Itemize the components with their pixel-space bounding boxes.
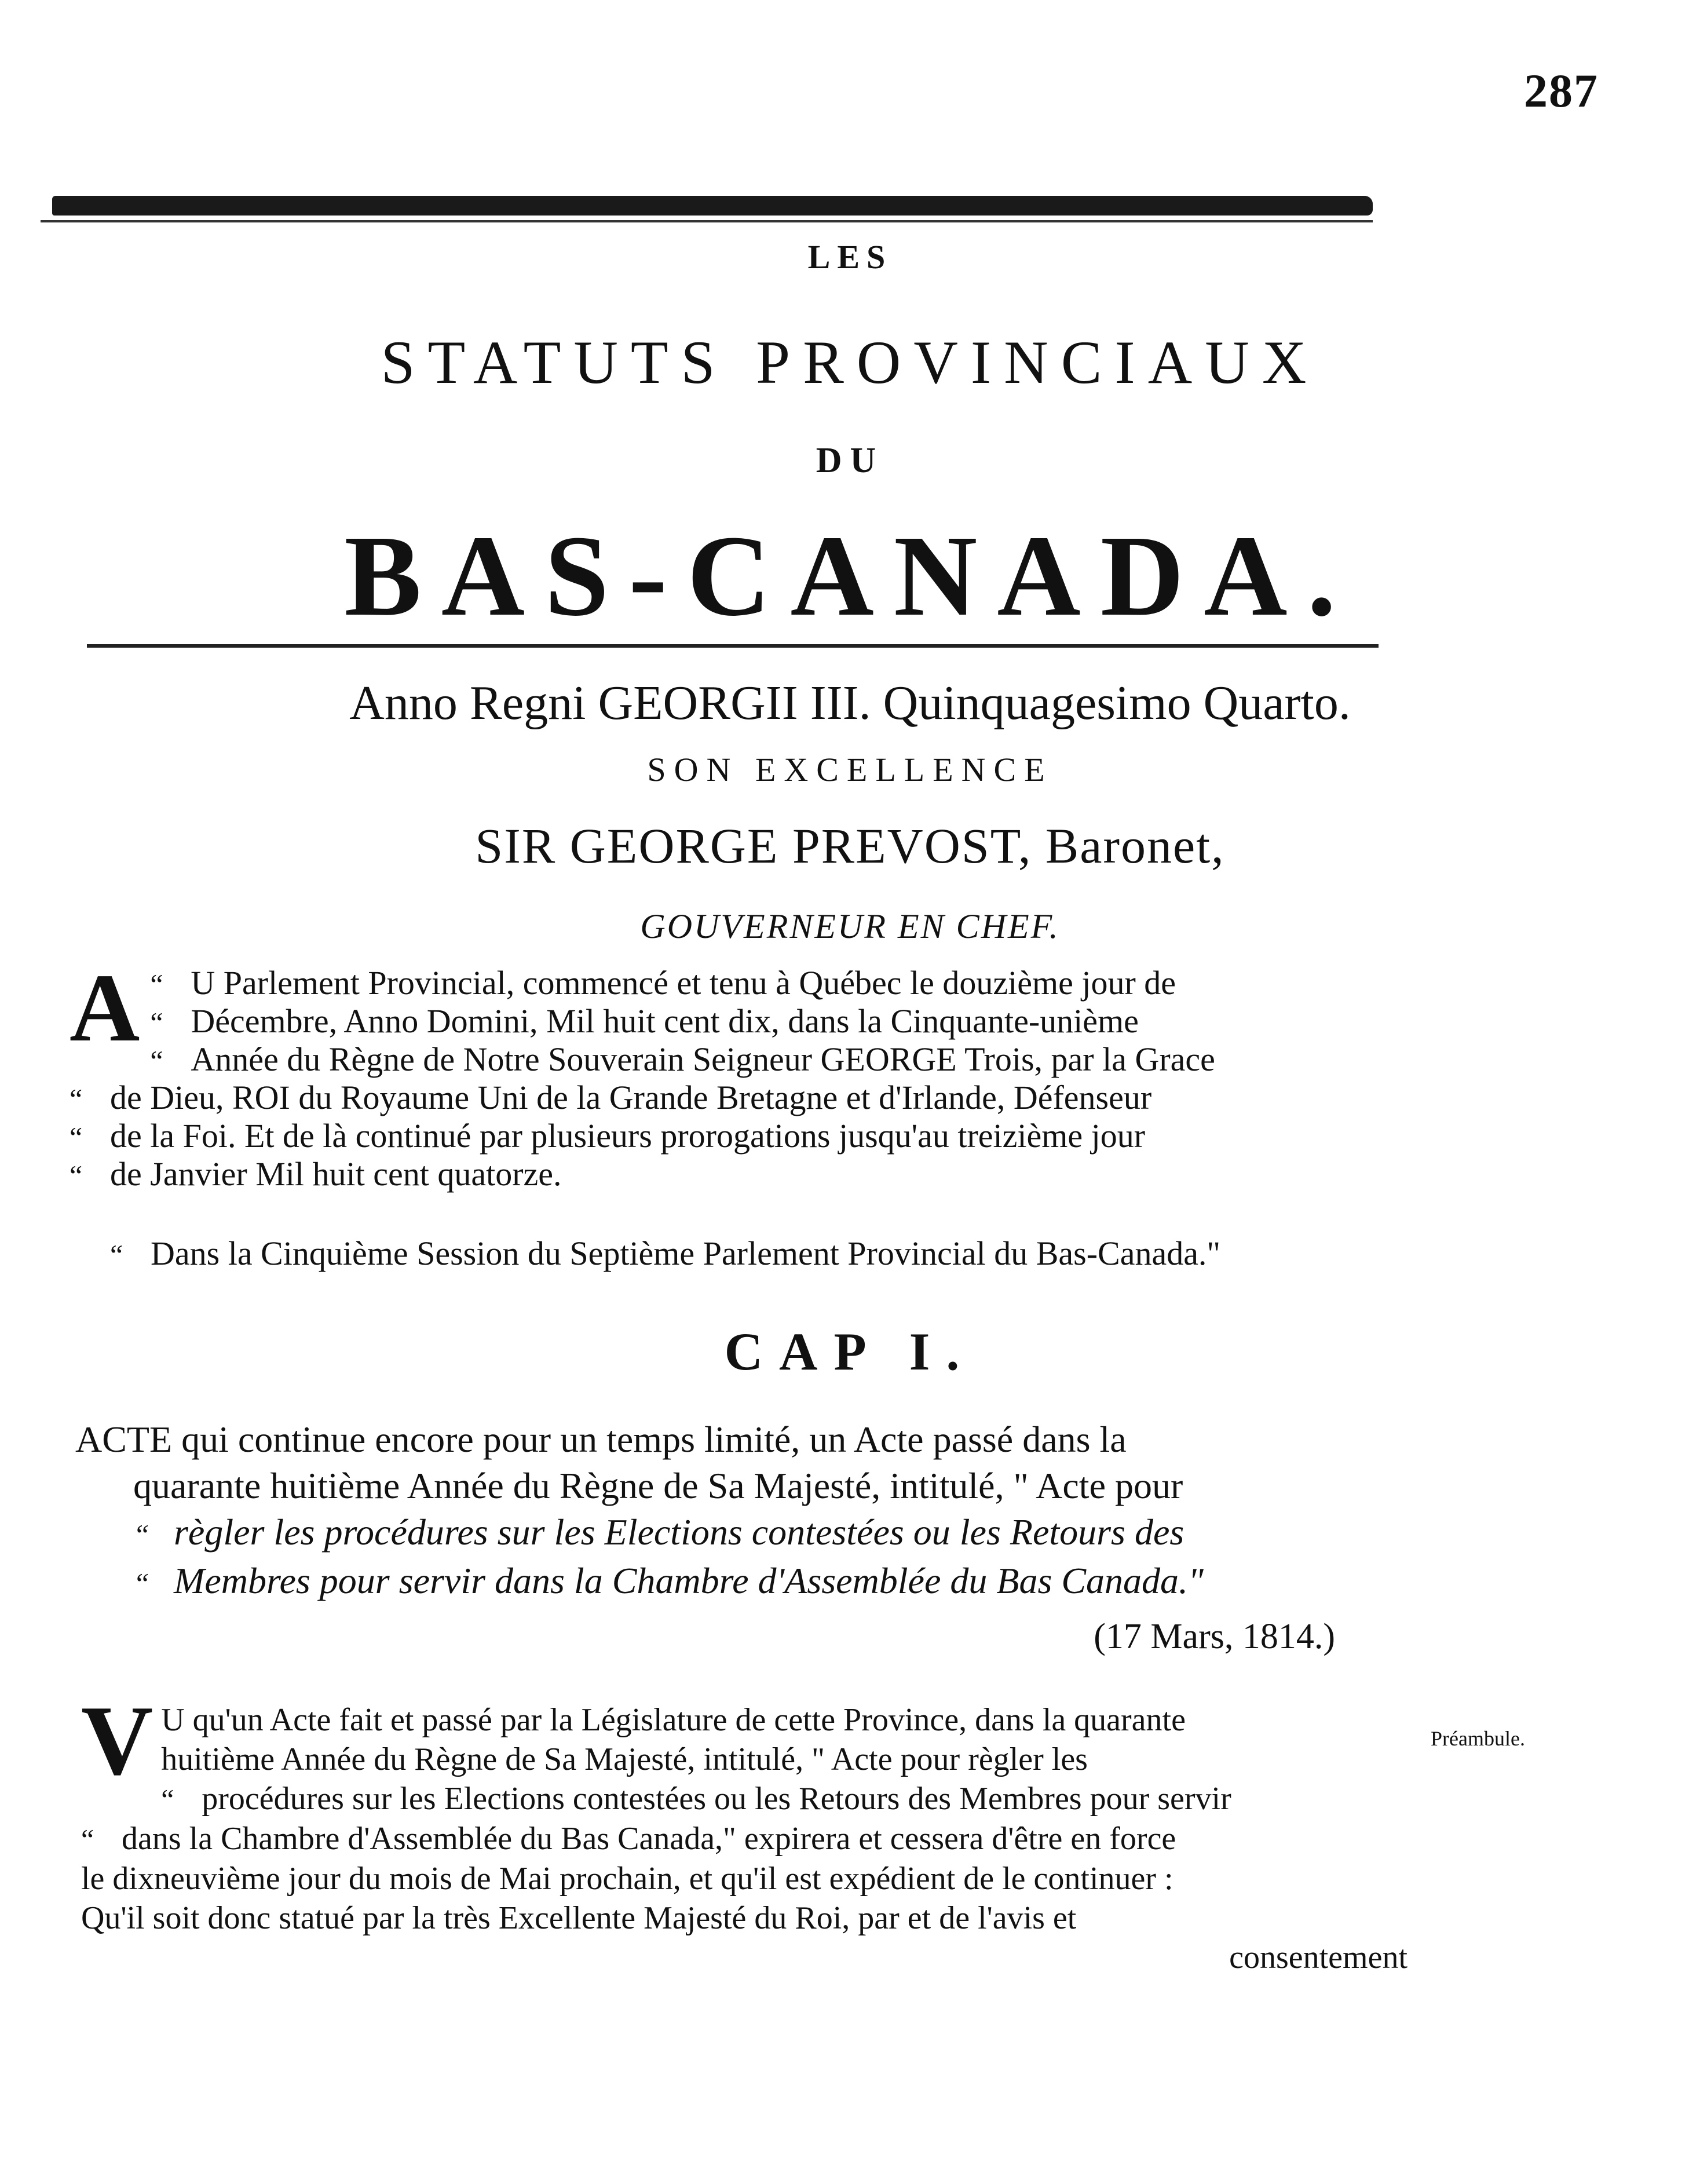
- governor-title: GOUVERNEUR EN CHEF.: [640, 907, 1060, 945]
- acte-line: quarante huitième Année du Règne de Sa Majesté, intitulé, " Acte pour: [133, 1465, 1183, 1506]
- title-du: DU: [816, 441, 884, 480]
- assent-date: (17 Mars, 1814.): [1094, 1617, 1335, 1656]
- acte-line-text: Membres pour servir dans la Chambre d'Assemblée du Bas Canada.": [174, 1560, 1204, 1601]
- preamble-line: “ de Dieu, ROI du Royaume Uni de la Grande Bretagne et d'Irlande, Défenseur: [70, 1079, 1152, 1116]
- preamble-line-text: de Janvier Mil huit cent quatorze.: [110, 1155, 562, 1193]
- title-region: BAS-CANADA.: [344, 512, 1356, 640]
- preamble-line: “ Décembre, Anno Domini, Mil huit cent dix, dans la Cinquante-unième: [150, 1002, 1139, 1040]
- catchword: consentement: [1229, 1940, 1407, 1975]
- governor-name: SIR GEORGE PREVOST, Baronet,: [475, 818, 1225, 874]
- session-text: Dans la Cinquième Session du Septième Parlement Provincial du Bas-Canada.": [151, 1235, 1221, 1272]
- preamble-line: “ de la Foi. Et de là continué par plusieurs prorogations jusqu'au treizième jour: [70, 1117, 1146, 1155]
- preamble-line-text: de Dieu, ROI du Royaume Uni de la Grande Bretagne et d'Irlande, Défenseur: [110, 1079, 1152, 1116]
- body-line: “ dans la Chambre d'Assemblée du Bas Canada," expirera et cessera d'être en force: [81, 1821, 1176, 1857]
- preamble-line: “ Année du Règne de Notre Souverain Seigneur GEORGE Trois, par la Grace: [150, 1040, 1215, 1078]
- title-statuts: STATUTS PROVINCIAUX: [381, 328, 1319, 396]
- body-line: “ procédures sur les Elections contestées ou les Retours des Membres pour servir: [161, 1781, 1231, 1817]
- preamble-paragraph: [70, 954, 1402, 1194]
- preamble-line-text: Année du Règne de Notre Souverain Seigneur GEORGE Trois, par la Grace: [191, 1040, 1215, 1078]
- top-rule-thin: [41, 220, 1373, 222]
- acte-line: “ règler les procédures sur les Elections contestées ou les Retours des: [133, 1511, 1184, 1553]
- body-line: U qu'un Acte fait et passé par la Législature de cette Province, dans la quarante: [161, 1702, 1186, 1738]
- preamble-line: “ U Parlement Provincial, commencé et tenu à Québec le douzième jour de: [150, 964, 1176, 1002]
- acte-title: [75, 1416, 1407, 1606]
- enacting-paragraph: [81, 1686, 1407, 1977]
- preamble-line-text: Décembre, Anno Domini, Mil huit cent dix, dans la Cinquante-unième: [191, 1002, 1139, 1040]
- body-line: le dixneuvième jour du mois de Mai prochain, et qu'il est expédient de le continuer :: [81, 1861, 1173, 1897]
- title-les: LES: [807, 238, 893, 276]
- body-line-text: dans la Chambre d'Assemblée du Bas Canada," expirera et cessera d'être en force: [122, 1821, 1176, 1857]
- top-rule: [52, 196, 1373, 216]
- preamble-line: “ de Janvier Mil huit cent quatorze.: [70, 1155, 562, 1193]
- title-rule: [87, 644, 1379, 648]
- body-line-text: procédures sur les Elections contestées ou les Retours des Membres pour servir: [202, 1781, 1231, 1817]
- session-line: “ Dans la Cinquième Session du Septième Parlement Provincial du Bas-Canada.": [110, 1235, 1221, 1272]
- chapter-heading: CAP I.: [724, 1322, 976, 1381]
- son-excellence: SON EXCELLENCE: [647, 751, 1053, 788]
- anno-regni: Anno Regni GEORGII III. Quinquagesimo Quarto.: [349, 676, 1351, 730]
- preamble-line-text: de la Foi. Et de là continué par plusieurs prorogations jusqu'au treizième jour: [110, 1117, 1146, 1155]
- body-line: huitième Année du Règne de Sa Majesté, intitulé, " Acte pour règler les: [161, 1741, 1088, 1777]
- acte-line: ACTE qui continue encore pour un temps limité, un Acte passé dans la: [75, 1419, 1127, 1460]
- preamble-dropcap: A: [70, 954, 140, 1062]
- body-line: Qu'il soit donc statué par la très Excellente Majesté du Roi, par et de l'avis et: [81, 1900, 1077, 1936]
- preamble-line-text: U Parlement Provincial, commencé et tenu à Québec le douzième jour de: [191, 964, 1176, 1002]
- body-dropcap: V: [81, 1686, 153, 1796]
- acte-line-text: règler les procédures sur les Elections contestées ou les Retours des: [174, 1511, 1184, 1553]
- acte-line: “ Membres pour servir dans la Chambre d'Assemblée du Bas Canada.": [133, 1560, 1204, 1601]
- page-number: 287: [1524, 64, 1599, 117]
- marginal-note: Préambule.: [1431, 1727, 1525, 1750]
